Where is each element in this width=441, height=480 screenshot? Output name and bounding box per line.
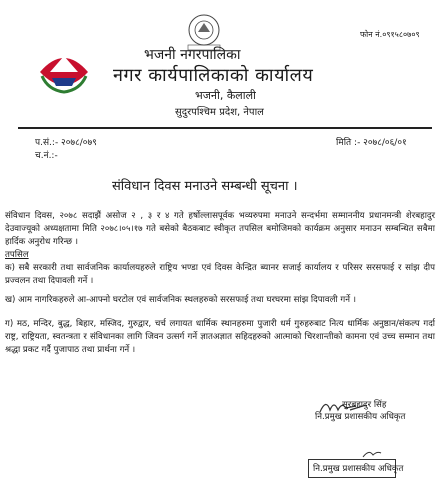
nepal-emblem (34, 46, 94, 94)
office-title: नगर कार्यपालिकाको कार्यालय (113, 65, 314, 86)
phone-number: फोन नं.०९१५८०७०९ (360, 30, 420, 39)
fiscal-year: प.सं.:- २०७८/०७९ (35, 138, 97, 148)
item-ga: ग) मठ, मन्दिर, बुद्ध, बिहार, मस्जिद, गुरुद्वार, चर्च लगायत धार्मिक स्थानहरुमा पुजारी धर्म गुरुहरुबाट नित्य धार्मिक अनुष्ठान/संकल्प गर्दा राष्ट्र, राष्ट्रियता, स्वतन्त्रता र संविधानका लागि जिवन उत्सर्ग गर्ने ज्ञातअज्ञात सहिदहरुको आत्माको चिरशान्तीको कामना एवं उच्च सम्मान तथा श्रद्धा प्रकट गर्दै पुजापाठ तथा प्रार्थना गर्ने । (5, 319, 435, 355)
item-ka: क) सबै सरकारी तथा सार्वजनिक कार्यालयहरुले राष्ट्रिय भण्डा एवं दिवस केन्द्रित ब्यानर सजाई कार्यालय र परिसर सरसफाई र सांझ दीप प्रज्वलन तथा दिपावली गर्ने । (5, 263, 435, 286)
office-name: भजनी नगरपालिका (144, 47, 241, 63)
signatory-name: सुरबहादुर सिंह (342, 400, 387, 410)
stamp-mark (361, 447, 383, 459)
section-heading: तपसिल (5, 250, 29, 260)
signatory-title: नि.प्रमुख प्रशासकीय अधिकृत (315, 412, 406, 422)
office-province: सुदुरपश्चिम प्रदेश, नेपाल (175, 107, 264, 118)
official-stamp (308, 459, 404, 478)
notice-subject: संविधान दिवस मनाउने सम्बन्धी सूचना । (112, 179, 298, 194)
item-kha: ख) आम नागरिकहरुले आ-आफ्नो घरटोल एवं सार्वजनिक स्थलहरुको सरसफाई तथा घरघरमा सांझ दिपावली गर्ने । (5, 295, 356, 305)
chalani-number: च.नं.:- (35, 151, 58, 161)
office-place: भजनी, कैलाली (195, 89, 256, 102)
intro-paragraph: संविधान दिवस, २०७८ सदाझैं असोज २ , ३ र ४ गते हर्षोल्लासपूर्वक भव्यरुपमा मनाउने सन्दर्भमा सम्माननीय प्रधानमन्त्री शेरबहादुर देउवाज्यूको अध्यक्षतामा मिति २०७८।०५।१७ गते बसेको बैठकबाट स्वीकृत तपसिल बमोजिमको कार्यक्रम अनुसार मनाउन सम्बन्धित सबैमा हार्दिक अनुरोध गरिन्छ । (5, 211, 435, 247)
header-divider (18, 127, 432, 129)
stamp-text: नि.प्रमुख प्रशासकीय अधिकृत (313, 464, 404, 474)
letter-date: मिति :- २०७८/०६/०१ (336, 138, 407, 148)
